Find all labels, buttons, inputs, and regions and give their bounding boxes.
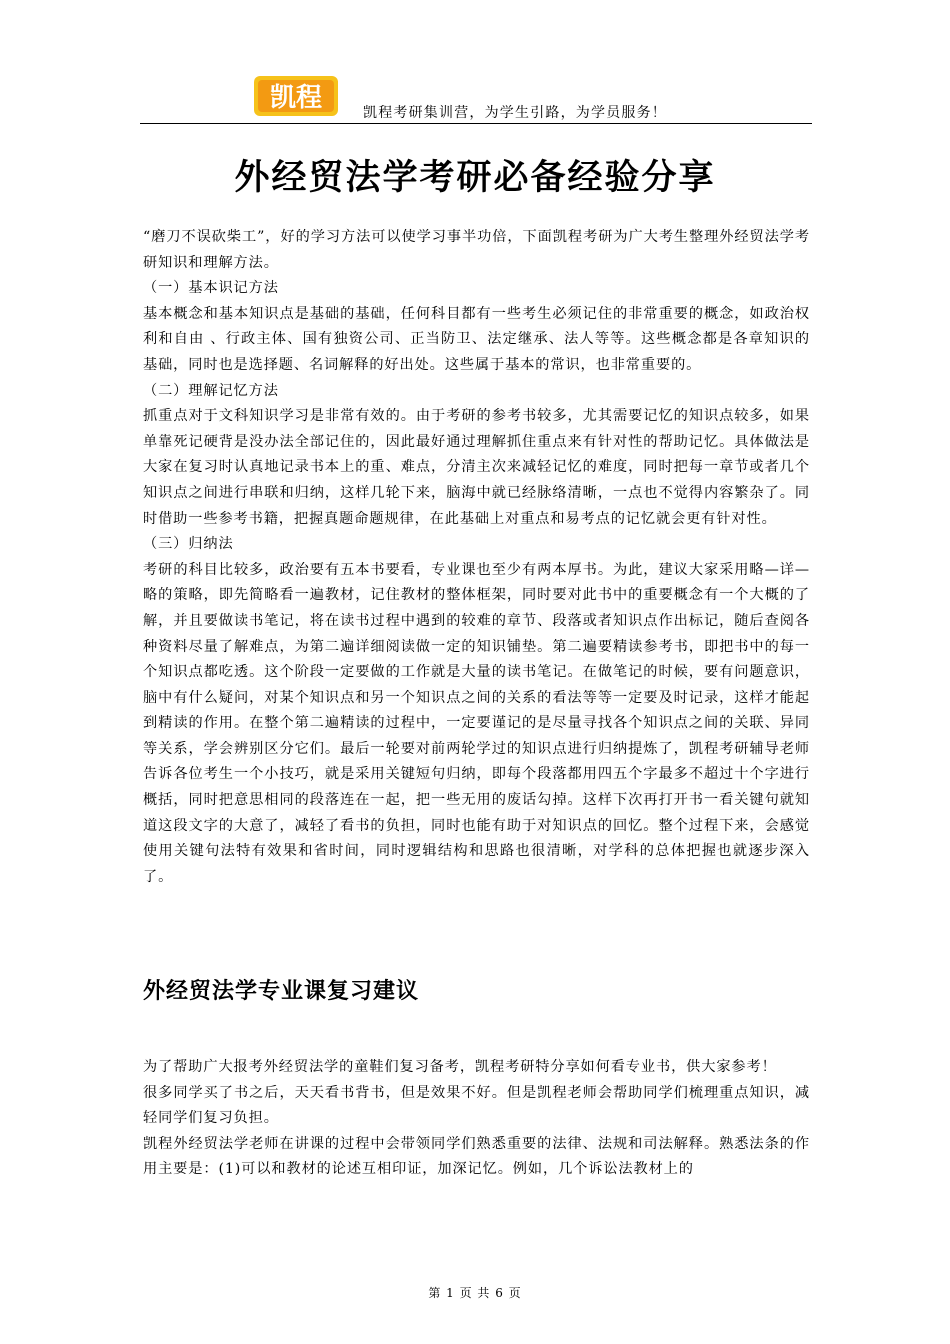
paragraph-review-1: 为了帮助广大报考外经贸法学的童鞋们复习备考，凯程考研特分享如何看专业书，供大家参考！ [143, 1059, 777, 1075]
section-title-review-advice: 外经贸法学专业课复习建议 [143, 979, 420, 1004]
document-title: 外经贸法学考研必备经验分享 [234, 158, 716, 198]
subheading-induction: （三）归纳法 [143, 536, 234, 553]
page-header [140, 62, 812, 126]
kaicheng-logo [252, 70, 340, 120]
section-study-methods [143, 225, 810, 890]
paragraph-review-2: 很多同学买了书之后，天天看书背书，但是效果不好。但是凯程老师会帮助同学们梳理重点知识，减轻同学们复习负担。 [143, 1084, 810, 1127]
subheading-understanding-memory: （二）理解记忆方法 [143, 382, 279, 399]
intro-paragraph: “磨刀不误砍柴工”，好的学习方法可以使学习事半功倍，下面凯程考研为广大考生整理外经贸法学考研知识和理解方法。 [143, 229, 810, 271]
paragraph-review-3: 凯程外经贸法学老师在讲课的过程中会带领同学们熟悉重要的法律、法规和司法解释。熟悉法条的作用主要是：(1)可以和教材的论述互相印证，加深记忆。例如，几个诉讼法教材上的 [143, 1135, 810, 1178]
svg-text:凯程: 凯程 [269, 83, 323, 113]
paragraph-basic-memorization: 基本概念和基本知识点是基础的基础，任何科目都有一些考生必须记住的非常重要的概念，如政治权利和自由 、行政主体、国有独资公司、正当防卫、法定继承、法人等等。这些概念都是各章知识的基础，同时也是选择题、名词解释的好出处。这些属于基本的常识，也非常重要的。 [143, 305, 810, 373]
header-divider [140, 123, 812, 124]
header-slogan: 凯程考研集训营，为学生引路，为学员服务！ [363, 105, 667, 121]
subheading-basic-memorization: （一）基本识记方法 [143, 280, 279, 297]
paragraph-understanding-memory: 抓重点对于文科知识学习是非常有效的。由于考研的参考书较多，尤其需要记忆的知识点较多，如果单靠死记硬背是没办法全部记住的，因此最好通过理解抓住重点来有针对性的帮助记忆。具体做法是大家在复习时认真地记录书本上的重、难点，分清主次来减轻记忆的难度，同时把每一章节或者几个知识点之间进行串联和归纳，这样几轮下来，脑海中就已经脉络清晰，一点也不觉得内容繁杂了。同时借助一些参考书籍，把握真题命题规律，在此基础上对重点和易考点的记忆就会更有针对性。 [143, 408, 810, 527]
section-review-advice [143, 1055, 810, 1183]
paragraph-induction: 考研的科目比较多，政治要有五本书要看，专业课也至少有两本厚书。为此，建议大家采用略—详—略的策略，即先简略看一遍教材，记住教材的整体框架，同时要对此书中的重要概念有一个大概的了解，并且要做读书笔记，将在读书过程中遇到的较难的章节、段落或者知识点作出标记，随后查阅各种资料尽量了解难点，为第二遍详细阅读做一定的知识铺垫。第二遍要精读参考书，即把书中的每一个知识点都吃透。这个阶段一定要做的工作就是大量的读书笔记。在做笔记的时候，要有问题意识，脑中有什么疑问，对某个知识点和另一个知识点之间的关系的看法等等一定要及时记录，这样才能起到精读的作用。在整个第二遍精读的过程中，一定要谨记的是尽量寻找各个知识点之间的关联、异同等关系，学会辨别区分它们。最后一轮要对前两轮学过的知识点进行归纳提炼了，凯程考研辅导老师告诉各位考生一个小技巧，就是采用关键短句归纳，即每个段落都用四五个字最多不超过十个字进行概括，同时把意思相同的段落连在一起，把一些无用的废话勾掉。这样下次再打开书一看关键句就知道这段文字的大意了，减轻了看书的负担，同时也能有助于对知识点的回忆。整个过程下来，会感觉使用关键句法特有效果和省时间，同时逻辑结构和思路也很清晰，对学科的总体把握也就逐步深入了。 [143, 561, 810, 885]
page-number: 第 1 页 共 6 页 [428, 1286, 522, 1300]
